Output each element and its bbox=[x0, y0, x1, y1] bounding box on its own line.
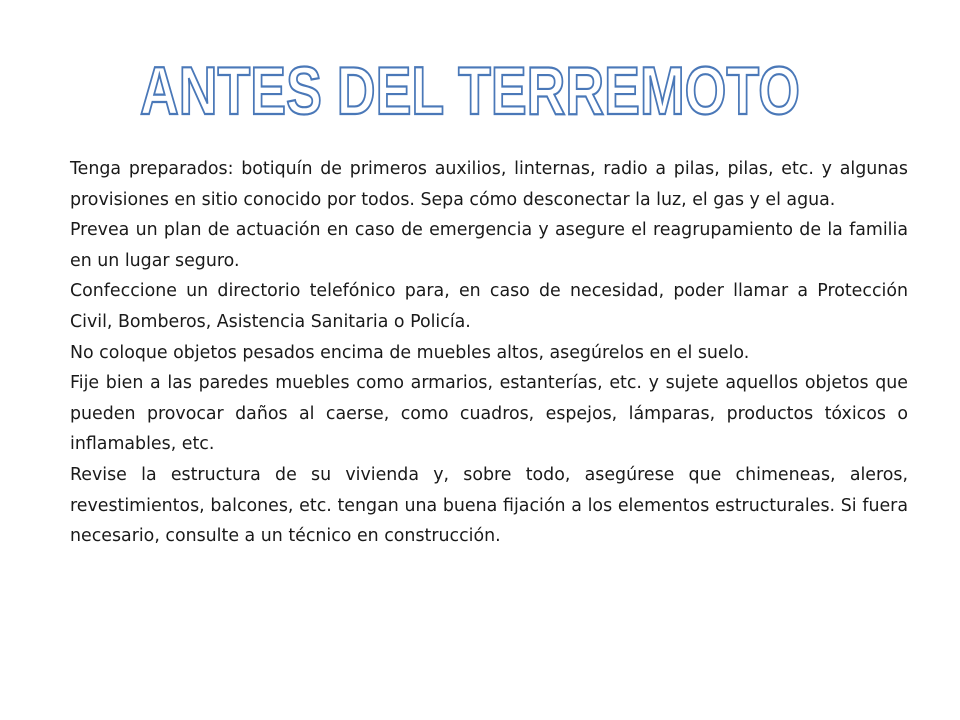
paragraph-fix-furniture: Fije bien a las paredes muebles como armarios, estanterías, etc. y sujete aquellos objetos que pueden provocar daños al caerse, como cuadros, espejos, lámparas, productos tóxicos o inflamables, etc. bbox=[70, 373, 908, 455]
paragraph-phone-directory: Confeccione un directorio telefónico para, en caso de necesidad, poder llamar a Protección Civil, Bomberos, Asistencia Sanitaria o Policía. bbox=[70, 281, 908, 332]
paragraph-heavy-objects: No coloque objetos pesados encima de muebles altos, asegúrelos en el suelo. bbox=[70, 342, 750, 363]
title-wordart bbox=[0, 52, 960, 132]
paragraph-emergency-plan: Prevea un plan de actuación en caso de emergencia y asegure el reagrupamiento de la familia en un lugar seguro. bbox=[70, 220, 908, 271]
title-text: ANTES DEL TERREMOTO bbox=[140, 53, 800, 129]
paragraph-supplies: Tenga preparados: botiquín de primeros auxilios, linternas, radio a pilas, pilas, etc. y algunas provisiones en sitio conocido por todos. Sepa cómo desconectar la luz, el gas y el agua. bbox=[70, 159, 908, 210]
slide-title bbox=[0, 52, 960, 132]
body-text bbox=[70, 154, 908, 552]
paragraph-structure-check: Revise la estructura de su vivienda y, sobre todo, asegúrese que chimeneas, aleros, revestimientos, balcones, etc. tengan una buena fijación a los elementos estructurales. Si fuera necesario, consulte a un técnico en construcción. bbox=[70, 464, 908, 547]
